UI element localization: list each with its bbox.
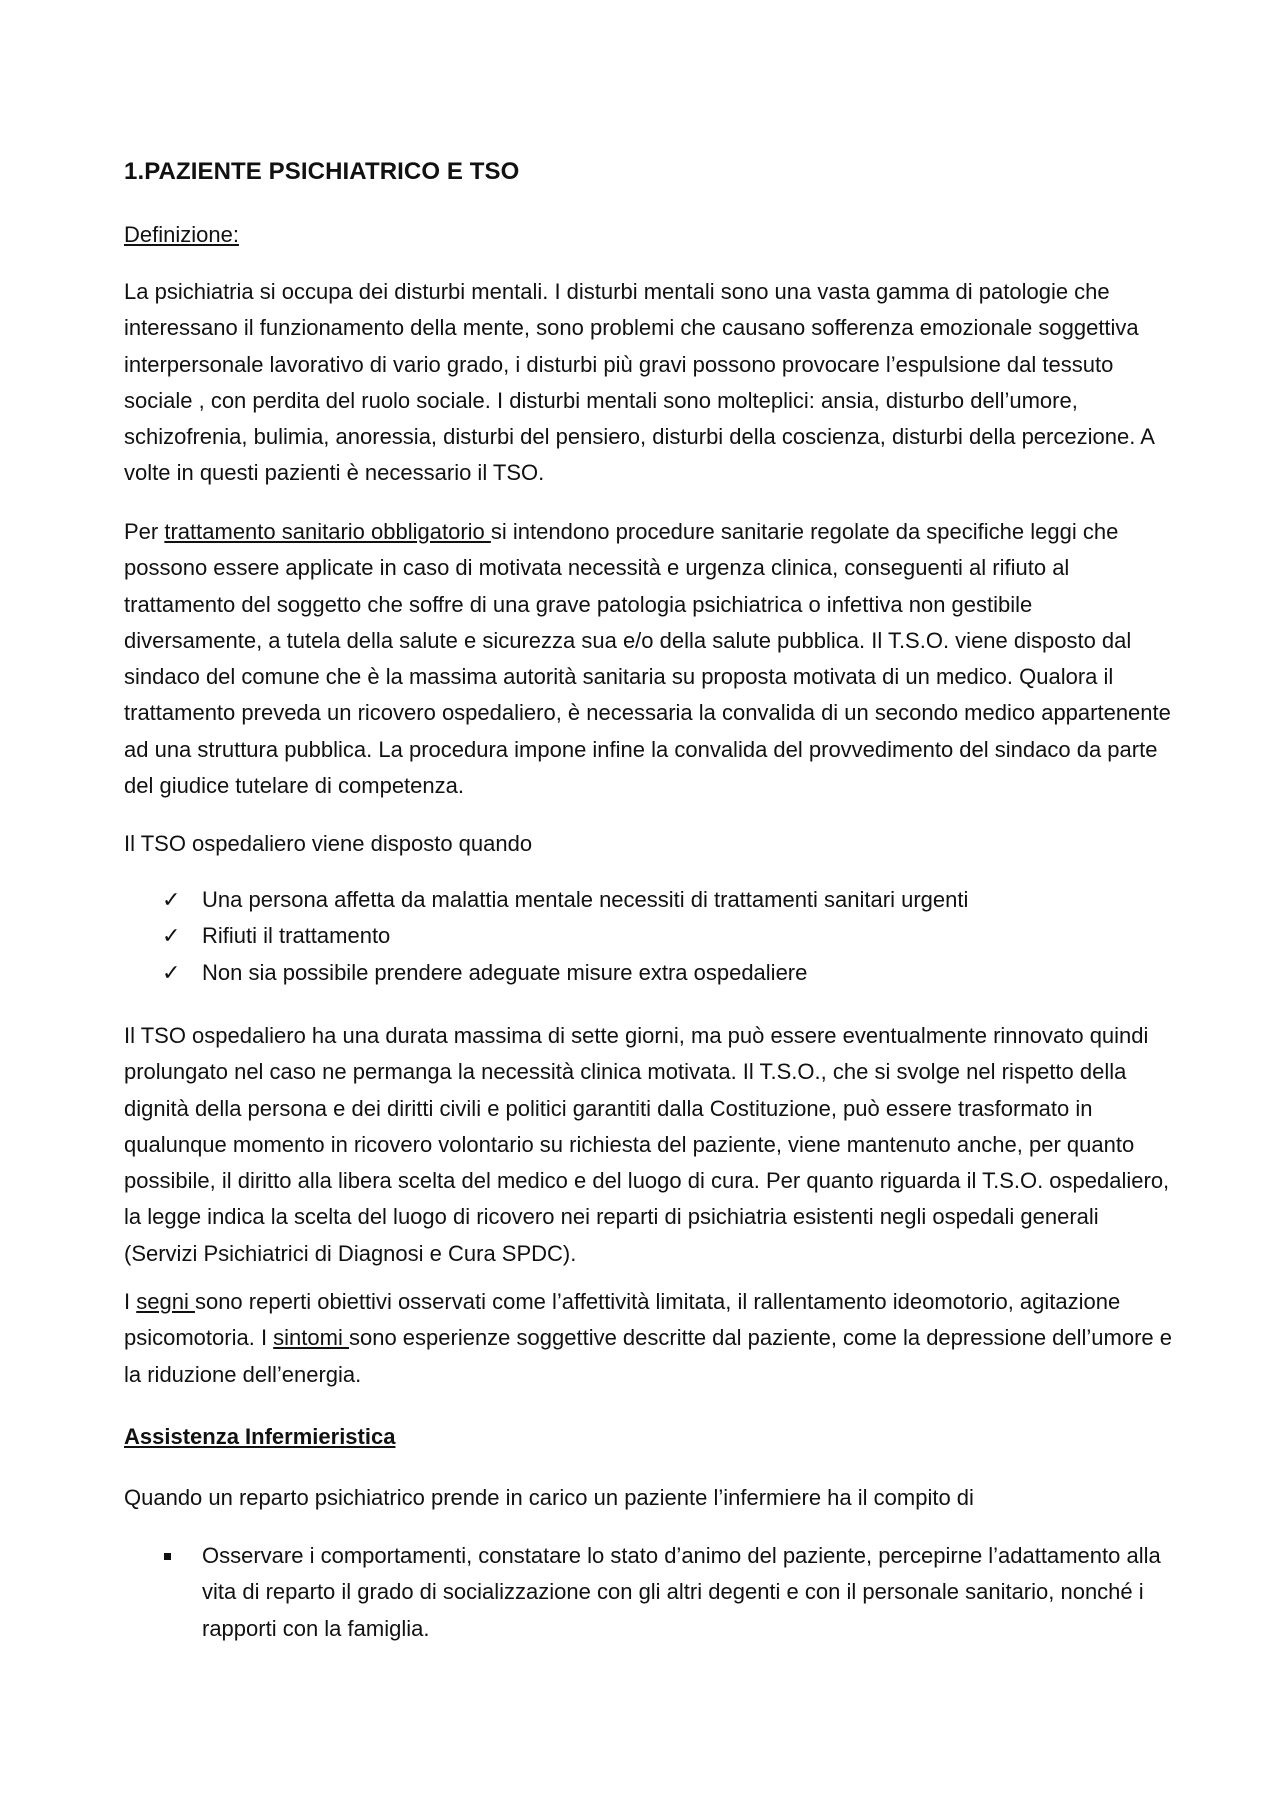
definition-label: Definizione: (124, 222, 239, 247)
list-item-text: Osservare i comportamenti, constatare lo stato d’animo del paziente, percepirne l’adattamento alla vita di reparto il grado di socializzazione con gli altri degenti e con il personale sanitario, nonché i rapporti con la famiglia. (202, 1543, 1161, 1641)
section-title-assistenza: Assistenza Infermieristica (124, 1424, 396, 1449)
checkmark-icon: ✓ (162, 923, 181, 949)
list-item (162, 1538, 1172, 1647)
paragraph-tso-rest: si intendono procedure sanitarie regolate da specifiche leggi che possono essere applicate in caso di motivata necessità e urgenza clinica, conseguenti al rifiuto al trattamento del soggetto che soffre di una grave patologia psichiatrica o infettiva non gestibile diversamente, a tutela della salute e sicurezza sua e/o della salute pubblica. Il T.S.O. viene disposto dal sindaco del comune che è la massima autorità sanitaria su proposta motivata di un medico. Qualora il trattamento preveda un ricovero ospedaliero, è necessaria la convalida di un secondo medico appartenente ad una struttura pubblica. La procedura impone infine la convalida del provvedimento del sindaco da parte del giudice tutelare di competenza. (124, 519, 1171, 799)
checkmark-icon: ✓ (162, 959, 181, 985)
checklist-item (162, 955, 1162, 991)
square-bullet-icon (164, 1553, 171, 1560)
paragraph-nurse-tasks-intro: Quando un reparto psichiatrico prende in carico un paziente l’infermiere ha il compito di (124, 1485, 974, 1510)
checklist-item-text: Non sia possibile prendere adeguate misure extra ospedaliere (202, 959, 808, 985)
page-title: 1.PAZIENTE PSICHIATRICO E TSO (124, 158, 520, 185)
term-segni: segni (136, 1289, 195, 1314)
checklist-item-text: Rifiuti il trattamento (202, 923, 391, 949)
checkmark-icon: ✓ (162, 887, 181, 912)
paragraph-tso-lead: Per (124, 519, 165, 544)
signs-symptoms-text: sono reperti obiettivi osservati come l’affettività limitata, il rallentamento ideomotorio, agitazione psicomotoria. I (124, 1289, 1121, 1351)
paragraph-signs-symptoms (124, 1284, 1174, 1393)
paragraph-tso-conditions-intro: Il TSO ospedaliero viene disposto quando (124, 831, 533, 856)
checklist-item (162, 882, 1162, 918)
signs-symptoms-text: sono esperienze soggettive descritte dal paziente, come la depressione dell’umore e la riduzione dell’energia. (124, 1325, 1173, 1387)
term-trattamento-sanitario-obbligatorio: trattamento sanitario obbligatorio (164, 519, 491, 544)
paragraph-definition: La psichiatria si occupa dei disturbi mentali. I disturbi mentali sono una vasta gamma di patologie che interessano il funzionamento della mente, sono problemi che causano sofferenza emozionale soggettiva interpersonale lavorativo di vario grado, i disturbi più gravi possono provocare l’espulsione dal tessuto sociale , con perdita del ruolo sociale. I disturbi mentali sono molteplici: ansia, disturbo dell’umore, schizofrenia, bulimia, anoressia, disturbi del pensiero, disturbi della coscienza, disturbi della percezione. A volte in questi pazienti è necessario il TSO. (124, 279, 1154, 486)
term-sintomi: sintomi (273, 1325, 349, 1351)
paragraph-tso-duration: Il TSO ospedaliero ha una durata massima di sette giorni, ma può essere eventualmente rinnovato quindi prolungato nel caso ne permanga la necessità clinica motivata. Il T.S.O., che si svolge nel rispetto della dignità della persona e dei diritti civili e politici garantiti dalla Costituzione, può essere trasformato in qualunque momento in ricovero volontario su richiesta del paziente, viene mantenuto anche, per quanto possibile, il diritto alla libera scelta del medico e del luogo di cura. Per quanto riguarda il T.S.O. ospedaliero, la legge indica la scelta del luogo di ricovero nei reparti di psichiatria esistenti negli ospedali generali (Servizi Psichiatrici di Diagnosi e Cura SPDC). (124, 1023, 1170, 1266)
paragraph-tso (124, 514, 1174, 804)
tso-conditions-checklist (162, 882, 1162, 991)
checklist-item-text: Una persona affetta da malattia mentale necessiti di trattamenti sanitari urgenti (202, 887, 969, 912)
signs-symptoms-text: I (124, 1289, 137, 1314)
nurse-tasks-list (162, 1538, 1172, 1647)
checklist-item (162, 918, 1162, 954)
